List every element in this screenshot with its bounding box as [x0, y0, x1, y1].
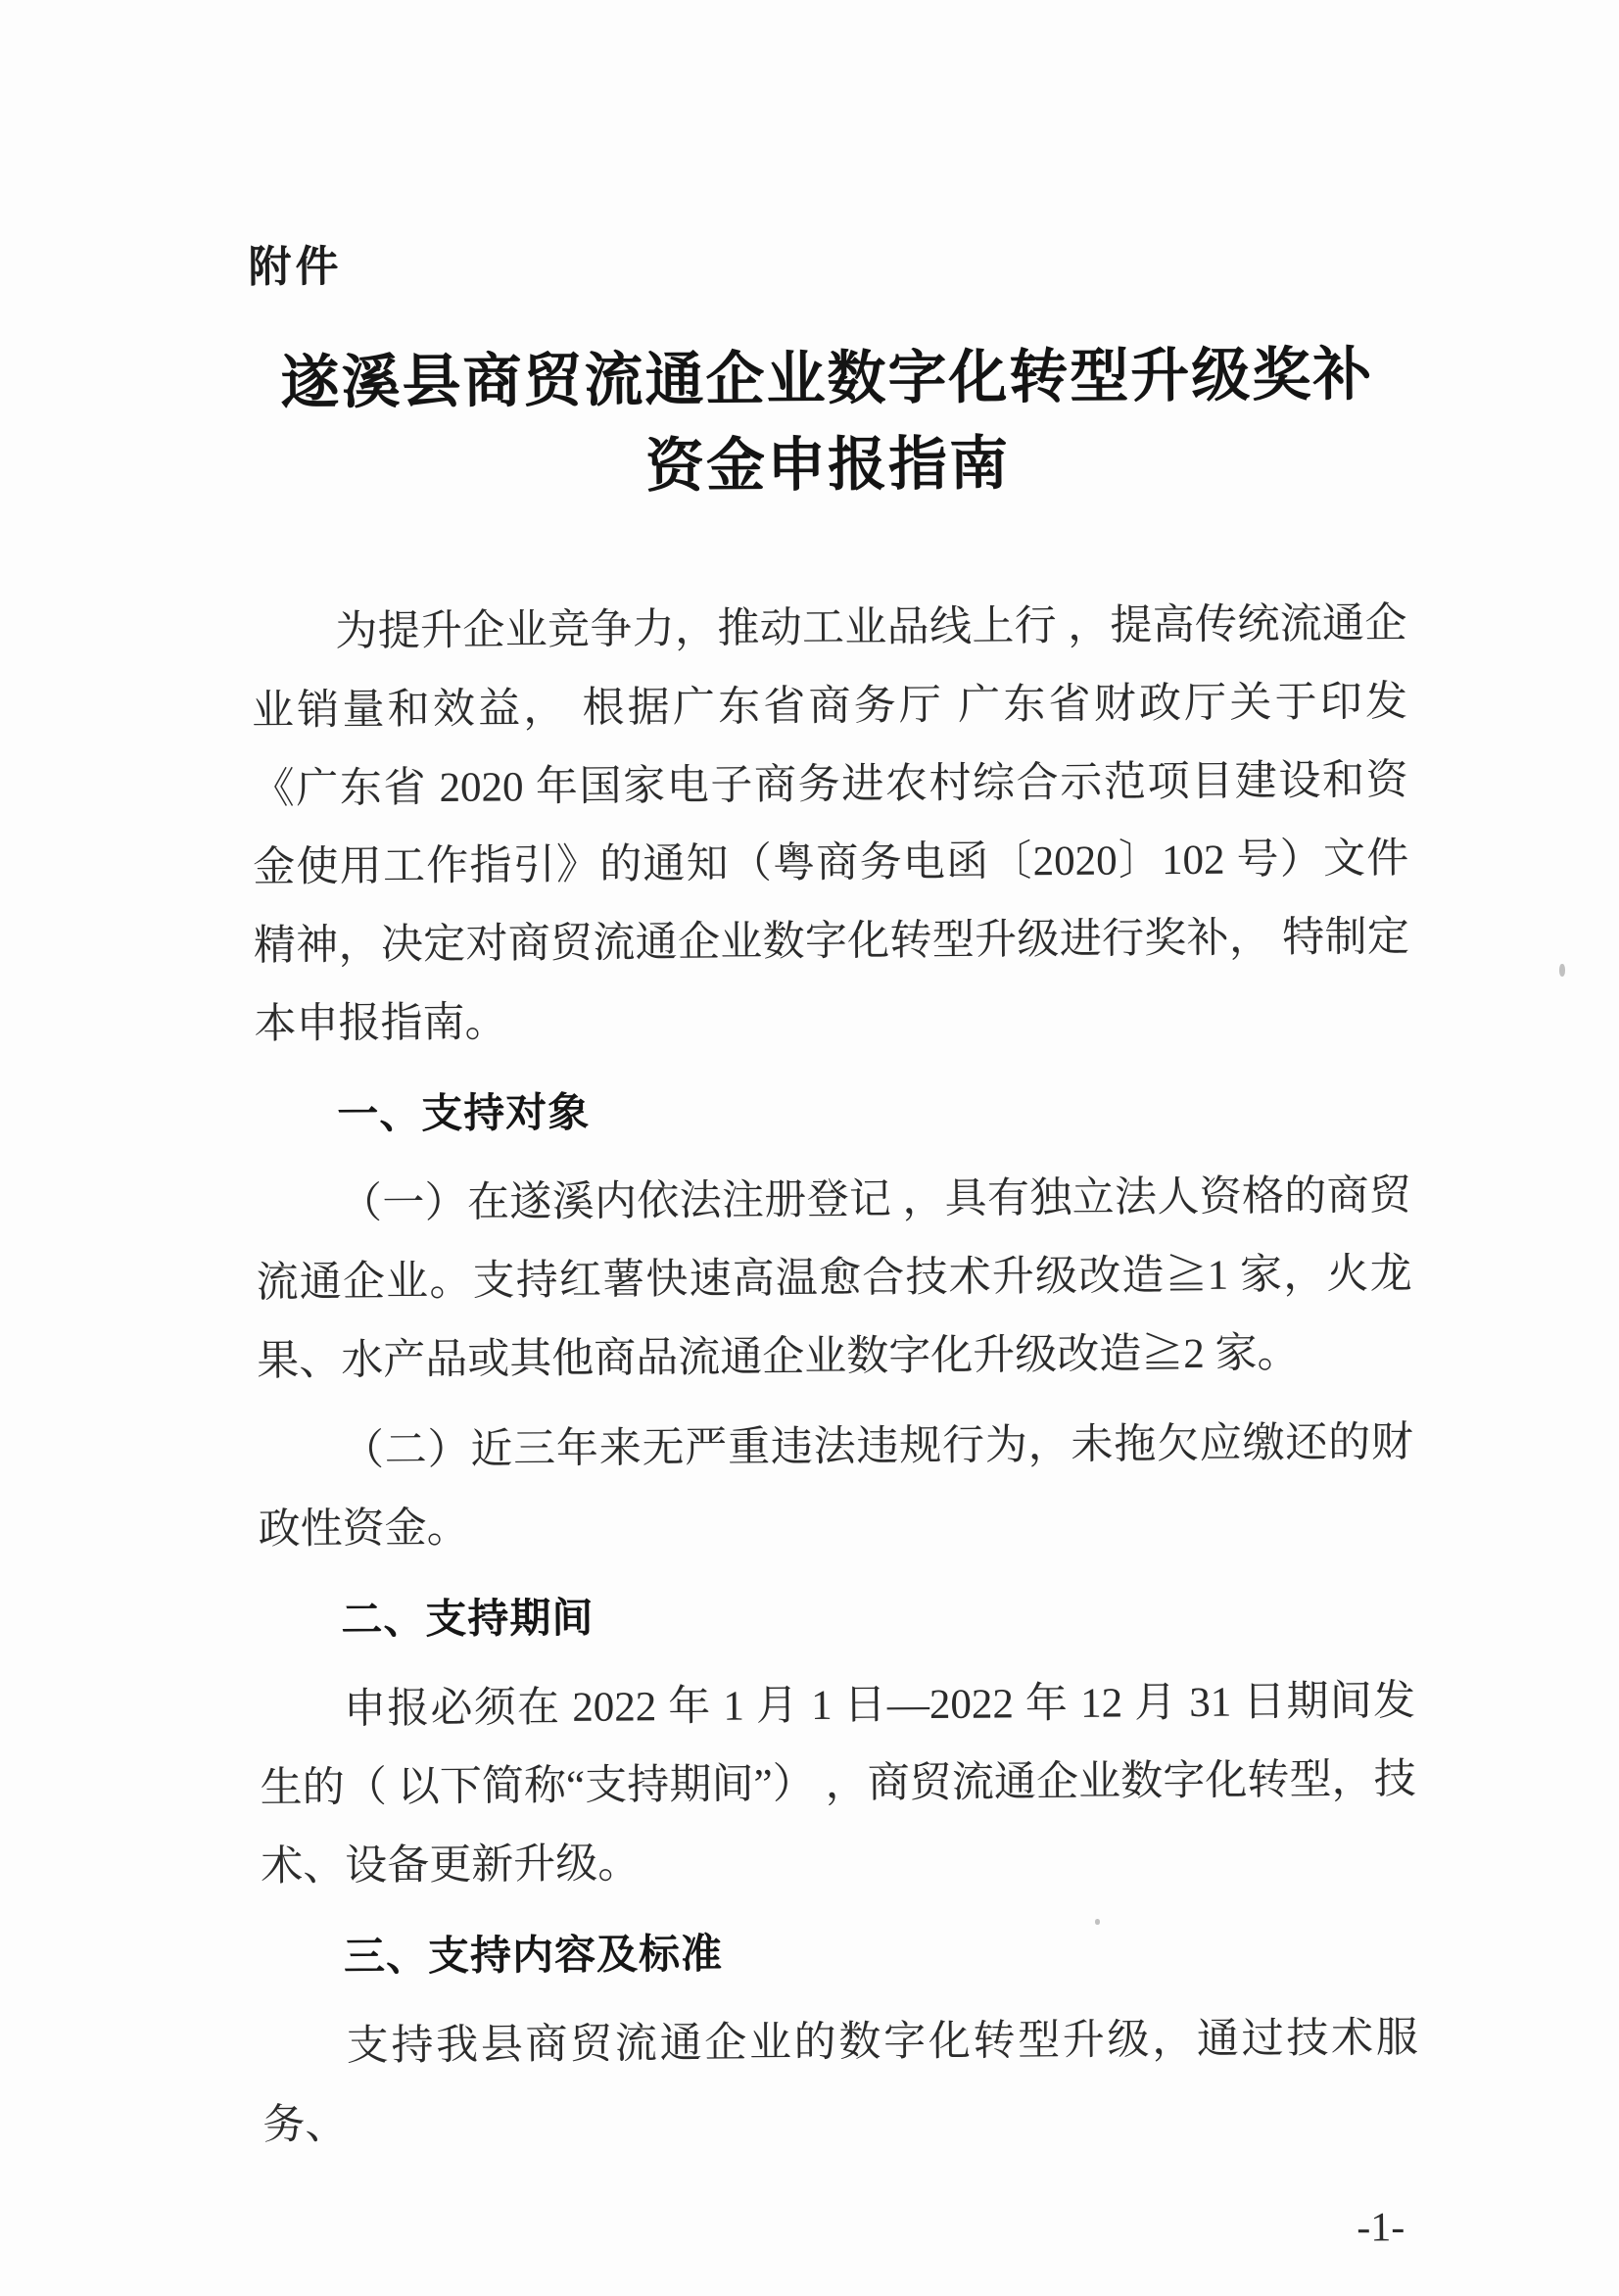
section-2-paragraph-1: 申报必须在 2022 年 1 月 1 日—2022 年 12 月 31 日期间发生的（ 以下简称“支持期间”） ，商贸流通企业数字化转型，技术、设备更新升级。	[260, 1678, 1416, 1890]
attachment-label: 附件	[248, 242, 343, 292]
scan-speck	[1559, 964, 1565, 977]
scan-speck	[1095, 1919, 1100, 1925]
section-1-paragraph-1: （一）在遂溪内依法注册登记 ，具有独立法人资格的商贸流通企业。支持红薯快速高温愈合技术升级改造≧1 家，火龙果、水产品或其他商品流通企业数字化升级改造≧2 家。	[256, 1172, 1412, 1385]
document-title-line-1: 遂溪县商贸流通企业数字化转型升级奖补	[280, 342, 1374, 416]
document-title	[249, 331, 1405, 512]
section-3-paragraph-1: 支持我县商贸流通企业的数字化转型升级，通过技术服务、	[262, 2015, 1418, 2149]
section-1-paragraph-2: （二）近三年来无严重违法违规行为，未拖欠应缴还的财政性资金。	[258, 1419, 1414, 1554]
section-heading-support-period: 二、支持期间	[341, 1594, 595, 1643]
section-heading-support-targets: 一、支持对象	[337, 1088, 591, 1137]
document-title-line-2: 资金申报指南	[644, 431, 1011, 500]
intro-paragraph: 为提升企业竞争力，推动工业品线上行 ，提高传统流通企业销量和效益， 根据广东省商务厅 广东省财政厅关于印发《广东省 2020 年国家电子商务进农村综合示范项目建设和资金使用工作指引》的通知（粤商务电函〔2020〕102 号）文件精神，决定对商贸流通企业数字化转型升级进行奖补， 特制定本申报指南。	[251, 600, 1410, 1048]
page-number: -1-	[1357, 2205, 1405, 2251]
section-heading-support-content-standards: 三、支持内容及标准	[343, 1930, 724, 1980]
